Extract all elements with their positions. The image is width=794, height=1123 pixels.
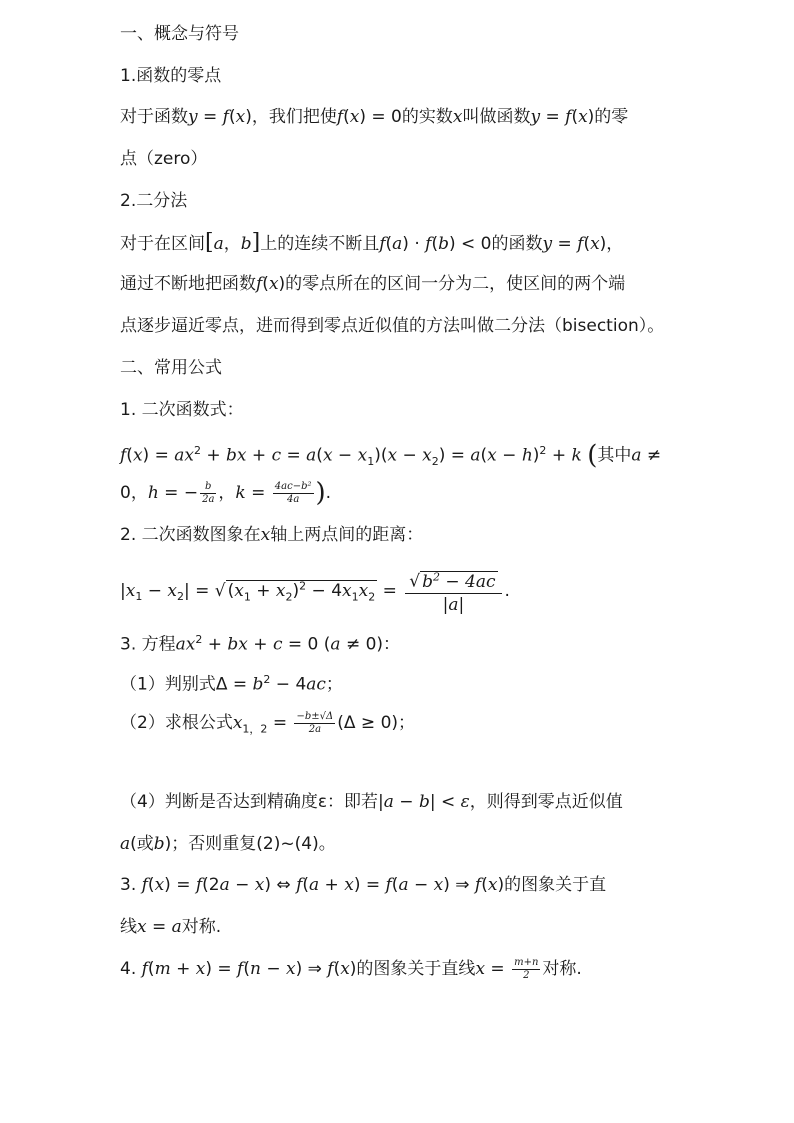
discriminant-formula: （1）判别式$\Delta = b^2 - 4ac$； <box>120 673 343 695</box>
precision-check-line-2: a(或b)；否则重复(2)~(4)。 <box>120 834 336 854</box>
symmetry-axis-formula: 4. f(m + x) = f(n − x) ⇒ f(x)的图象关于直线x = $\frac{m+n}{2}$ 对称. <box>120 956 582 981</box>
formula-heading-equation: 3. 方程$ax^2$ + bx + c = 0 (a ≠ 0)： <box>120 633 401 655</box>
formula-heading-quadratic: 1. 二次函数式： <box>120 400 244 420</box>
item-heading-zero: 1.函数的零点 <box>120 66 222 86</box>
quadratic-forms-line-2: 0，h = − $\frac{b}{2a}$ ，k = $\frac{\text{4ac−b²}}{4a}$ ). <box>120 478 332 508</box>
symmetry-formula-line-1: 3. f(x) = f(2a − x) ⇔ f(a + x) = f(a − x) ⇒ f(x)的图象关于直 <box>120 875 607 895</box>
bisection-definition-line-2: 通过不断地把函数f(x)的零点所在的区间一分为二，使区间的两个端 <box>120 274 626 294</box>
root-formula: （2）求根公式$x_{1,2}$ = $\frac{-b\pm√\Delta}{2a}$ (Δ ≥ 0)； <box>120 710 416 736</box>
quadratic-forms-line-1: $f(x) = ax^2$ + bx + $c = a(x - x_1)(x - x_2) = a(x - h)^2 + k$ (其中a ≠ <box>120 440 662 471</box>
section-heading-formulas: 二、常用公式 <box>120 358 222 378</box>
formula-heading-distance: 2. 二次函数图象在x轴上两点间的距离： <box>120 525 424 545</box>
bisection-definition-line-1: 对于在区间[a，b]上的连续不断且f(a) · f(b) < 0的函数y = f(x)， <box>120 230 624 255</box>
item-heading-bisection: 2.二分法 <box>120 191 188 211</box>
precision-check-line-1: （4）判断是否达到精确度ε：即若|a − b| < ε，则得到零点近似值 <box>120 792 623 812</box>
zero-definition-line-1: 对于函数y = f(x)，我们把使f(x) = 0的实数x叫做函数y = f(x)的零 <box>120 107 629 127</box>
symmetry-formula-line-2: 线x = a对称. <box>120 917 222 937</box>
section-heading-concepts: 一、概念与符号 <box>120 24 239 44</box>
distance-formula: $|x_1 - x_2|$ = √ $(x_1 + x_2)^2 - 4x_1x_2$ = $\frac{√ b^2 - 4ac}{|a|}$ . <box>120 566 510 616</box>
zero-definition-line-2: 点（zero） <box>120 149 208 169</box>
bisection-definition-line-3: 点逐步逼近零点，进而得到零点近似值的方法叫做二分法（bisection）。 <box>120 316 665 336</box>
